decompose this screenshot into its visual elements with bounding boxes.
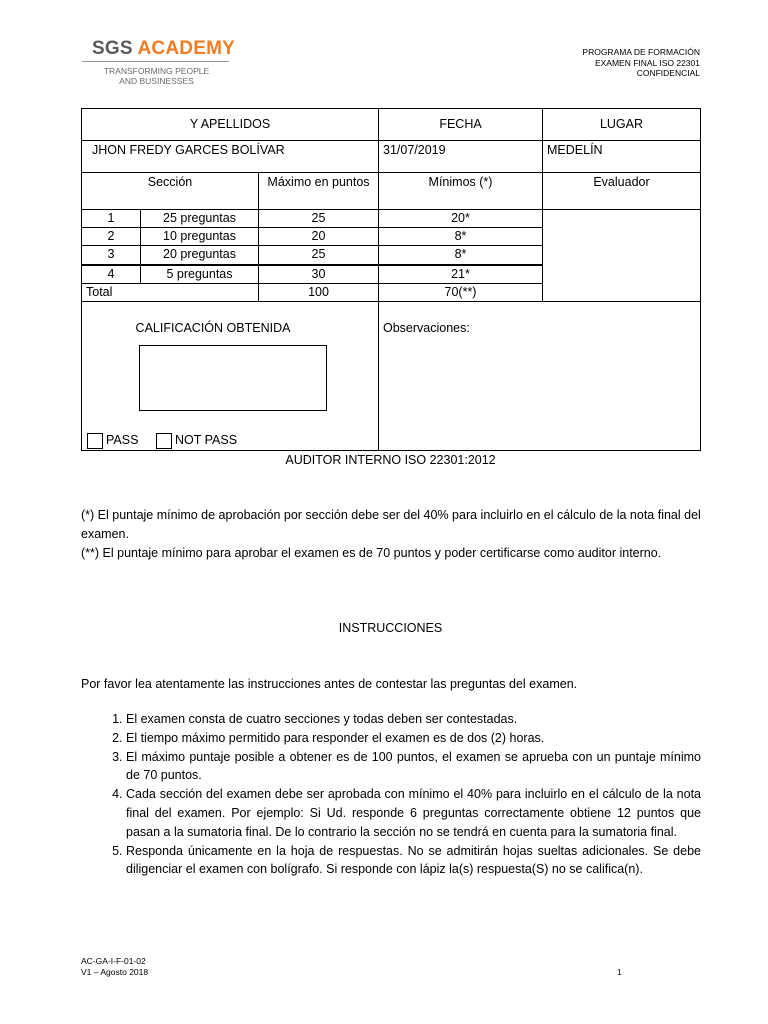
instructions-list bbox=[81, 710, 701, 879]
document-version: V1 – Agosto 2018 bbox=[81, 966, 149, 977]
section-questions: 10 preguntas bbox=[141, 228, 259, 246]
table-row bbox=[82, 210, 701, 228]
section-questions: 20 preguntas bbox=[141, 246, 259, 265]
grade-score-box[interactable] bbox=[139, 345, 327, 411]
note-min-section: (*) El puntaje mínimo de aprobación por sección debe ser del 40% para incluirlo en el cálculo de la nota final del examen. bbox=[81, 508, 701, 541]
page-number: 1 bbox=[617, 967, 622, 977]
logo-tagline-line-2: AND BUSINESSES bbox=[119, 76, 194, 86]
document-code: AC-GA-I-F-01-02 bbox=[81, 956, 146, 966]
section-max: 20 bbox=[259, 228, 379, 246]
instructions-intro: Por favor lea atentamente las instrucciones antes de contestar las preguntas del examen. bbox=[81, 677, 578, 691]
section-max: 25 bbox=[259, 210, 379, 228]
pass-checkbox[interactable] bbox=[87, 433, 103, 449]
section-max: 30 bbox=[259, 265, 379, 284]
instructions-title: INSTRUCCIONES bbox=[338, 621, 443, 635]
not-pass-checkbox[interactable] bbox=[156, 433, 172, 449]
section-max: 25 bbox=[259, 246, 379, 265]
sgs-academy-logo bbox=[92, 38, 235, 60]
date-column-header: FECHA bbox=[379, 109, 543, 141]
section-questions: 25 preguntas bbox=[141, 210, 259, 228]
logo-academy-text: ACADEMY bbox=[137, 38, 235, 59]
observations-cell bbox=[379, 302, 701, 451]
section-questions: 5 preguntas bbox=[141, 265, 259, 284]
list-item: 5. Responda únicamente en la hoja de respuestas. No se admitirán hojas sueltas adicionales. Se debe diligenciar el examen con bolígrafo. Si responde con lápiz la(s) respuesta(S) no se califica(n). bbox=[126, 842, 701, 880]
total-max: 100 bbox=[259, 284, 379, 302]
course-subtitle: AUDITOR INTERNO ISO 22301:2012 bbox=[285, 453, 496, 467]
section-header: Sección bbox=[82, 173, 259, 210]
pass-label: PASS bbox=[106, 433, 139, 447]
list-item: 3. El máximo puntaje posible a obtener es de 100 puntos, el examen se aprueba con un puntaje mínimo de 70 puntos. bbox=[126, 748, 701, 786]
document-header bbox=[582, 47, 700, 79]
section-min: 8* bbox=[379, 228, 543, 246]
list-item: 1. El examen consta de cuatro secciones y todas deben ser contestadas. bbox=[126, 710, 701, 729]
note-min-exam: (**) El puntaje mínimo para aprobar el examen es de 70 puntos y poder certificarse como auditor interno. bbox=[81, 546, 662, 560]
not-pass-label: NOT PASS bbox=[175, 433, 238, 447]
section-min: 8* bbox=[379, 246, 543, 265]
header-exam: EXAMEN FINAL ISO 22301 bbox=[594, 57, 700, 68]
grade-label: CALIFICACIÓN OBTENIDA bbox=[135, 321, 291, 335]
section-min: 21* bbox=[379, 265, 543, 284]
list-item: 4. Cada sección del examen debe ser aprobada con mínimo el 40% para incluirlo en el cálculo de la nota final del examen. Por ejemplo: Si Ud. responde 6 preguntas correctamente obtiene 12 puntos que pasan a la sumatoria final. De lo contrario la sección no se tendrá en cuenta para la sumatoria final. bbox=[126, 785, 701, 841]
total-label: Total bbox=[82, 284, 259, 302]
exam-date: 31/07/2019 bbox=[379, 141, 543, 173]
section-min: 20* bbox=[379, 210, 543, 228]
header-confidential: CONFIDENCIAL bbox=[636, 68, 700, 78]
student-name: JHON FREDY GARCES BOLÍVAR bbox=[82, 141, 379, 173]
logo-divider bbox=[82, 61, 229, 62]
place-column-header: LUGAR bbox=[543, 109, 701, 141]
evaluator-header: Evaluador bbox=[543, 173, 701, 210]
section-number: 3 bbox=[82, 246, 141, 265]
min-points-header: Mínimos (*) bbox=[379, 173, 543, 210]
section-number: 4 bbox=[82, 265, 141, 284]
logo-tagline-line-1: TRANSFORMING PEOPLE bbox=[103, 66, 210, 76]
exam-place: MEDELÍN bbox=[543, 141, 701, 173]
evaluator-cell bbox=[543, 210, 701, 302]
max-points-header: Máximo en puntos bbox=[259, 173, 379, 210]
total-min: 70(**) bbox=[379, 284, 543, 302]
name-column-header: Y APELLIDOS bbox=[82, 109, 379, 141]
section-number: 1 bbox=[82, 210, 141, 228]
section-number: 2 bbox=[82, 228, 141, 246]
header-program: PROGRAMA DE FORMACIÓN bbox=[582, 47, 700, 57]
logo-sgs-text: SGS bbox=[92, 38, 133, 59]
document-footer bbox=[81, 956, 148, 977]
list-item: 2. El tiempo máximo permitido para responder el examen es de dos (2) horas. bbox=[126, 729, 701, 748]
logo-tagline bbox=[84, 66, 229, 86]
observations-label: Observaciones: bbox=[383, 321, 470, 335]
